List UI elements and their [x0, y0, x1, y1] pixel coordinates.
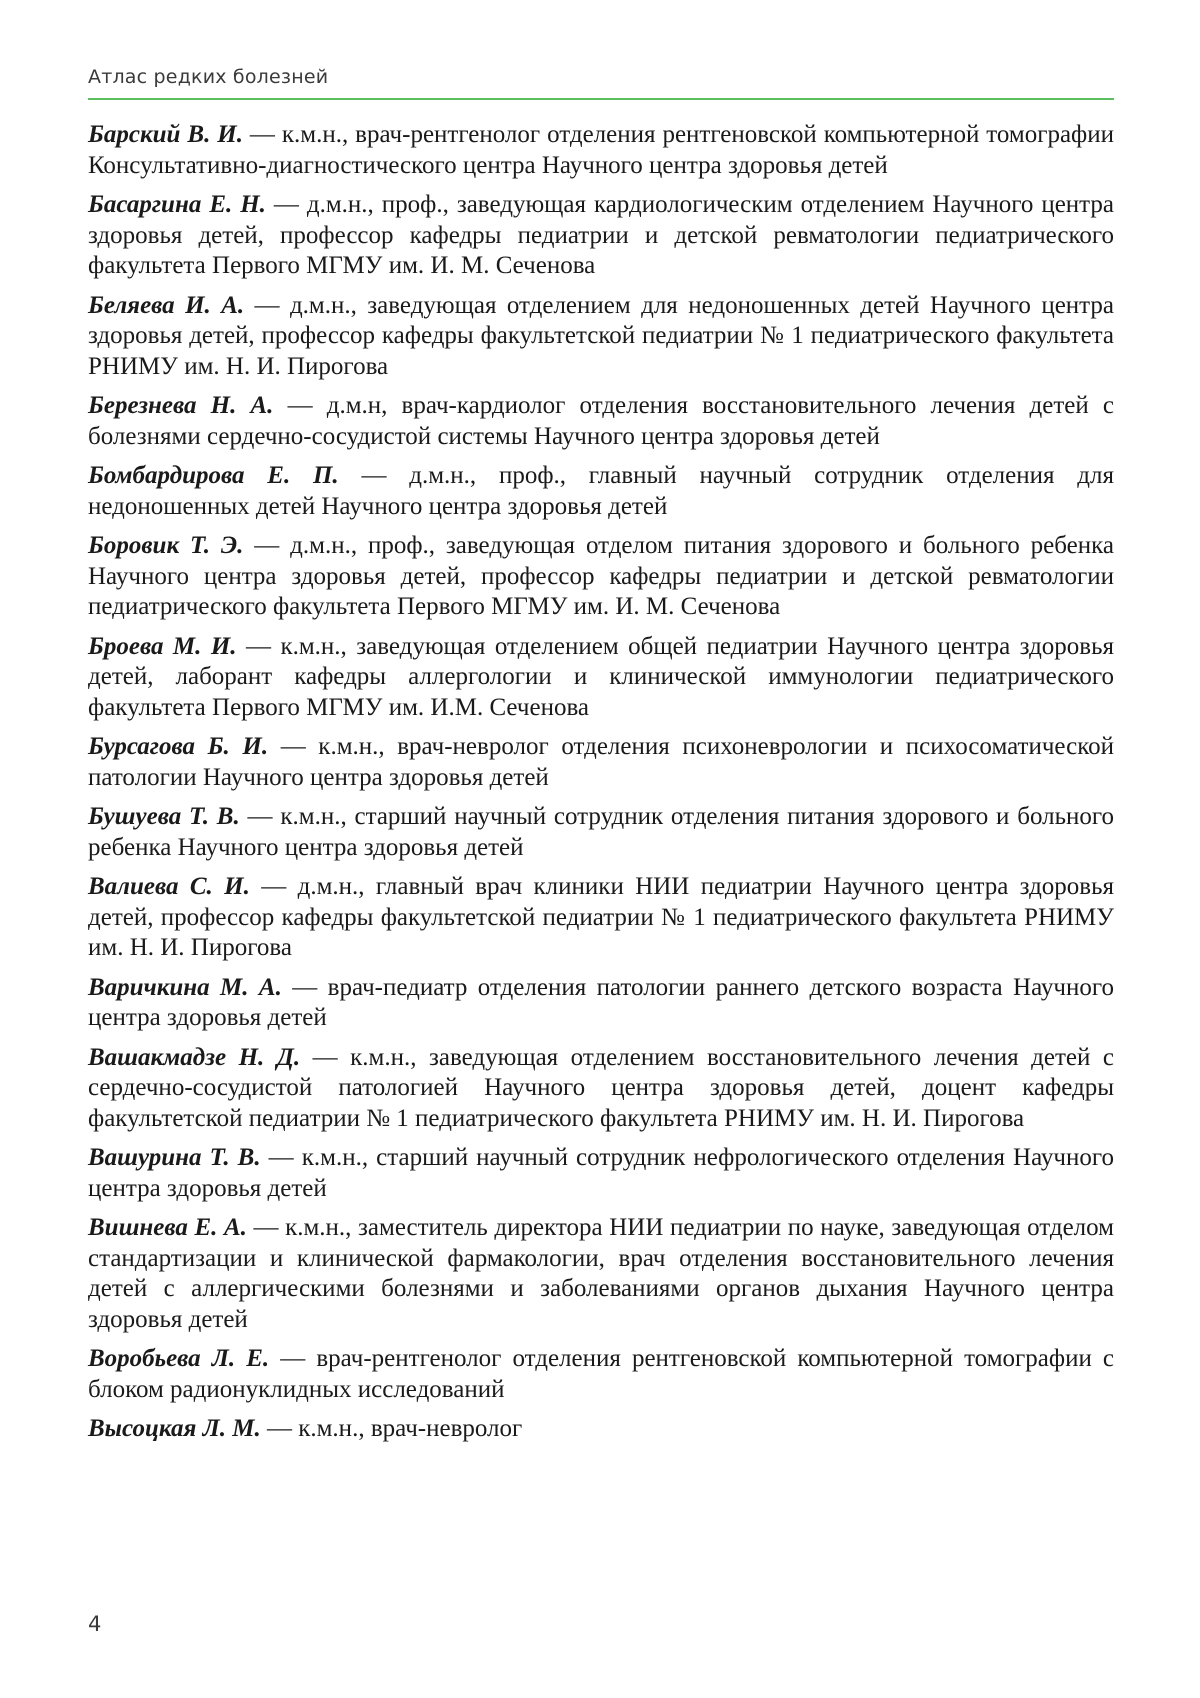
author-entry: [88, 120, 1114, 181]
author-name: Варичкина М. А.: [88, 973, 282, 1001]
author-entry: [88, 461, 1114, 522]
running-header: Атлас редких болезней: [88, 66, 329, 88]
author-entry: [88, 732, 1114, 793]
author-name: Вишнева Е. А.: [88, 1214, 247, 1241]
author-name: Бушуева Т. В.: [88, 803, 240, 830]
author-name: Бурсагова Б. И.: [88, 733, 269, 760]
author-entry: [88, 872, 1114, 964]
author-description: — врач-рентгенолог отделения рентгеновской компьютерной томографии с блоком радионуклидных исследований: [88, 1345, 1115, 1403]
author-description: — к.м.н., врач-рентгенолог отделения рентгеновской компьютерной томографии Консультативно-диагностического центра Научного центра здоровья детей: [88, 121, 1115, 179]
author-description: — д.м.н., проф., заведующая отделом питания здорового и больного ребенка Научного центра здоровья детей, профессор кафедры педиатрии и детской ревматологии педиатрического факультета Первого МГМУ им. И. М. Сеченова: [88, 532, 1115, 620]
author-description: — к.м.н., заведующая отделением общей педиатрии Научного центра здоровья детей, лаборант кафедры аллергологии и клинической иммунологии педиатрического факультета Первого МГМУ им. И.М. Сеченова: [88, 632, 1114, 721]
author-name: Басаргина Е. Н.: [88, 191, 266, 218]
author-entry: [88, 1213, 1114, 1335]
header-rule: [88, 98, 1114, 100]
author-entry: [88, 1344, 1114, 1405]
author-name: Березнева Н. А.: [88, 392, 274, 419]
author-entry: [88, 1414, 1114, 1445]
author-entry: [88, 291, 1114, 383]
author-entry: [88, 531, 1114, 623]
author-name: Вашакмадзе Н. Д.: [88, 1043, 301, 1071]
author-name: Барский В. И.: [88, 121, 243, 148]
author-description: — д.м.н, врач-кардиолог отделения восстановительного лечения детей с болезнями сердечно-сосудистой системы Научного центра здоровья детей: [88, 392, 1114, 450]
author-name: Броева М. И.: [88, 632, 237, 660]
author-entry: [88, 190, 1114, 282]
author-description: — врач-педиатр отделения патологии раннего детского возраста Научного центра здоровья детей: [88, 973, 1114, 1031]
author-name: Беляева И. А.: [88, 291, 245, 319]
author-entry: [88, 802, 1114, 863]
author-description: — к.м.н., старший научный сотрудник отделения питания здорового и больного ребенка Научного центра здоровья детей: [88, 803, 1115, 861]
author-description: — к.м.н., врач-невролог: [266, 1415, 523, 1442]
author-name: Воробьева Л. Е.: [88, 1345, 270, 1372]
author-name: Валиева С. И.: [88, 873, 250, 900]
author-list: [88, 120, 1114, 1454]
author-entry: [88, 973, 1114, 1034]
author-description: — д.м.н., заведующая отделением для недоношенных детей Научного центра здоровья детей, профессор кафедры факультетской педиатрии № 1 педиатрического факультета РНИМУ им. Н. И. Пирогова: [88, 291, 1114, 380]
author-description: — к.м.н., заведующая отделением восстановительного лечения детей с сердечно-сосудистой патологией Научного центра здоровья детей, доцент кафедры факультетской педиатрии № 1 педиатрического факультета РНИМУ им. Н. И. Пирогова: [88, 1043, 1115, 1132]
author-entry: [88, 632, 1114, 724]
author-name: Бомбардирова Е. П.: [88, 462, 339, 489]
author-name: Вашурина Т. В.: [88, 1144, 261, 1171]
author-entry: [88, 391, 1114, 452]
author-name: Высоцкая Л. М.: [88, 1415, 261, 1442]
author-entry: [88, 1143, 1114, 1204]
author-description: — д.м.н., проф., заведующая кардиологическим отделением Научного центра здоровья детей, профессор кафедры педиатрии и детской ревматологии педиатрического факультета Первого МГМУ им. И. М. Сеченова: [88, 191, 1114, 279]
author-entry: [88, 1043, 1114, 1135]
author-description: — к.м.н., врач-невролог отделения психоневрологии и психосоматической патологии Научного центра здоровья детей: [88, 733, 1114, 791]
author-description: — д.м.н., главный врач клиники НИИ педиатрии Научного центра здоровья детей, профессор кафедры факультетской педиатрии № 1 педиатрического факультета РНИМУ им. Н. И. Пирогова: [88, 873, 1115, 961]
page-number: 4: [88, 1612, 102, 1636]
author-description: — к.м.н., старший научный сотрудник нефрологического отделения Научного центра здоровья детей: [88, 1144, 1115, 1202]
author-description: — д.м.н., проф., главный научный сотрудник отделения для недоношенных детей Научного центра здоровья детей: [88, 462, 1114, 520]
author-description: — к.м.н., заместитель директора НИИ педиатрии по науке, заведующая отделом стандартизации и клинической фармакологии, врач отделения восстановительного лечения детей с аллергическими болезнями и заболеваниями органов дыхания Научного центра здоровья детей: [88, 1214, 1114, 1333]
author-name: Боровик Т. Э.: [88, 532, 244, 559]
